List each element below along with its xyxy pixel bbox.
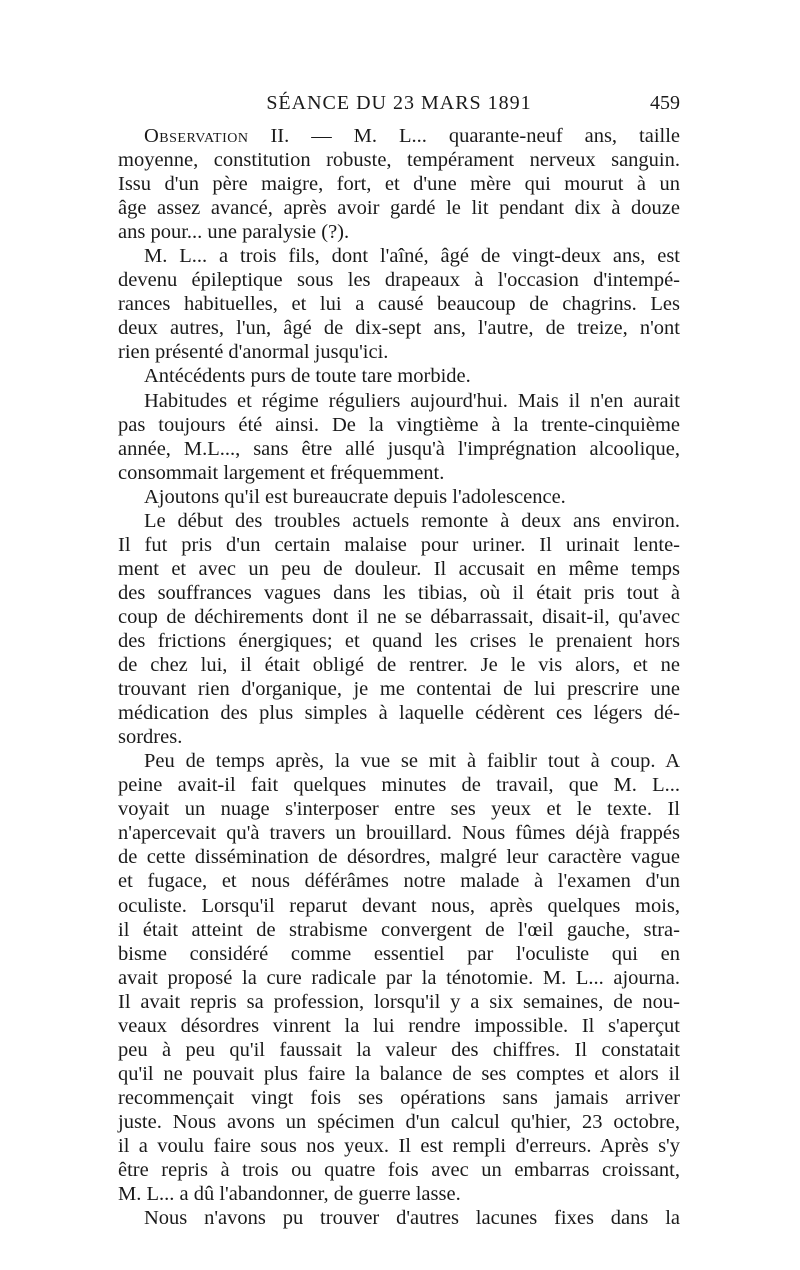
text-line: des frictions énergiques; et quand les crises le prenaient hors bbox=[118, 629, 680, 652]
text-line: Il fut pris d'un certain malaise pour uriner. Il urinait lente- bbox=[118, 533, 680, 556]
text-line: juste. Nous avons un spécimen d'un calcul qu'hier, 23 octobre, bbox=[118, 1110, 680, 1133]
running-header bbox=[118, 92, 680, 116]
text-line: oculiste. Lorsqu'il reparut devant nous, après quelques mois, bbox=[118, 894, 680, 917]
text-line: moyenne, constitution robuste, tempérament nerveux sanguin. bbox=[118, 149, 680, 172]
text-line: rien présenté d'anormal jusqu'ici. bbox=[118, 341, 389, 364]
header-title: SÉANCE DU 23 MARS 1891 bbox=[266, 92, 532, 114]
text-line: Antécédents purs de toute tare morbide. bbox=[144, 365, 471, 388]
paragraph bbox=[118, 749, 680, 1206]
paragraph bbox=[118, 485, 680, 509]
text-line: Issu d'un père maigre, fort, et d'une mère qui mourut à un bbox=[118, 173, 680, 196]
paragraph bbox=[118, 509, 680, 749]
text-line: Le début des troubles actuels remonte à deux ans environ. bbox=[144, 509, 680, 532]
text-line: il a voulu faire sous nos yeux. Il est rempli d'erreurs. Après s'y bbox=[118, 1134, 680, 1157]
body-text bbox=[118, 124, 680, 1230]
text-line: consommait largement et fréquemment. bbox=[118, 461, 445, 484]
text-line: avait proposé la cure radicale par la ténotomie. M. L... ajourna. bbox=[118, 966, 680, 989]
text-line: peu à peu qu'il faussait la valeur des chiffres. Il constatait bbox=[118, 1038, 680, 1061]
text-line: année, M.L..., sans être allé jusqu'à l'imprégnation alcoolique, bbox=[118, 437, 680, 460]
text-line: deux autres, l'un, âgé de dix-sept ans, l'autre, de treize, n'ont bbox=[118, 317, 680, 340]
text-line: sordres. bbox=[118, 726, 183, 749]
text-line: être repris à trois ou quatre fois avec un embarras croissant, bbox=[118, 1159, 680, 1182]
text-line: pas toujours été ainsi. De la vingtième à la trente-cinquième bbox=[118, 413, 680, 436]
text-line: trouvant rien d'organique, je me contentai de lui prescrire une bbox=[118, 678, 680, 701]
text-line: ans pour... une paralysie (?). bbox=[118, 221, 350, 244]
text-line: recommençait vingt fois ses opérations sans jamais arriver bbox=[118, 1086, 680, 1109]
text-line: voyait un nuage s'interposer entre ses yeux et le texte. Il bbox=[118, 798, 680, 821]
text-line: peine avait-il fait quelques minutes de travail, que M. L... bbox=[118, 774, 680, 797]
text-line: Peu de temps après, la vue se mit à faiblir tout à coup. A bbox=[144, 750, 680, 773]
text-line: Observation II. — M. L... quarante-neuf ans, taille bbox=[144, 125, 680, 147]
text-line: veaux désordres vinrent la lui rendre impossible. Il s'aperçut bbox=[118, 1014, 680, 1037]
text-line: et fugace, et nous déférâmes notre malade à l'examen d'un bbox=[118, 870, 680, 893]
text-line: M. L... a trois fils, dont l'aîné, âgé de vingt-deux ans, est bbox=[144, 245, 680, 268]
text-line: de chez lui, il était obligé de rentrer. Je le vis alors, et ne bbox=[118, 654, 680, 677]
paragraph bbox=[118, 1206, 680, 1230]
paragraph bbox=[118, 124, 680, 244]
text-line: M. L... a dû l'abandonner, de guerre lasse. bbox=[118, 1183, 461, 1206]
text-line: Nous n'avons pu trouver d'autres lacunes fixes dans la bbox=[144, 1207, 680, 1230]
text-line: qu'il ne pouvait plus faire la balance de ses comptes et alors il bbox=[118, 1062, 680, 1085]
paragraph bbox=[118, 364, 680, 388]
text-line: de cette dissémination de désordres, malgré leur caractère vague bbox=[118, 846, 680, 869]
text-line: des souffrances vagues dans les tibias, où il était pris tout à bbox=[118, 581, 680, 604]
text-line: bisme considéré comme essentiel par l'oculiste qui en bbox=[118, 942, 680, 965]
text-line: ment et avec un peu de douleur. Il accusait en même temps bbox=[118, 557, 680, 580]
text-line: Il avait repris sa profession, lorsqu'il y a six semaines, de nou- bbox=[118, 990, 680, 1013]
page-number: 459 bbox=[650, 92, 680, 114]
text-line: rances habituelles, et lui a causé beaucoup de chagrins. Les bbox=[118, 293, 680, 316]
paragraph bbox=[118, 389, 680, 485]
text-line: Habitudes et régime réguliers aujourd'hui. Mais il n'en aurait bbox=[144, 389, 680, 412]
paragraph bbox=[118, 244, 680, 364]
text-line: âge assez avancé, après avoir gardé le lit pendant dix à douze bbox=[118, 197, 680, 220]
text-line: n'apercevait qu'à travers un brouillard. Nous fûmes déjà frappés bbox=[118, 822, 680, 845]
observation-label: Observation bbox=[144, 125, 249, 147]
text-line: médication des plus simples à laquelle cédèrent ces légers dé- bbox=[118, 702, 680, 725]
text-line: Ajoutons qu'il est bureaucrate depuis l'adolescence. bbox=[144, 485, 566, 508]
text-line: il était atteint de strabisme convergent de l'œil gauche, stra- bbox=[118, 918, 680, 941]
text-line: coup de déchirements dont il ne se débarrassait, disait-il, qu'avec bbox=[118, 605, 680, 628]
text-line: devenu épileptique sous les drapeaux à l'occasion d'intempé- bbox=[118, 269, 680, 292]
